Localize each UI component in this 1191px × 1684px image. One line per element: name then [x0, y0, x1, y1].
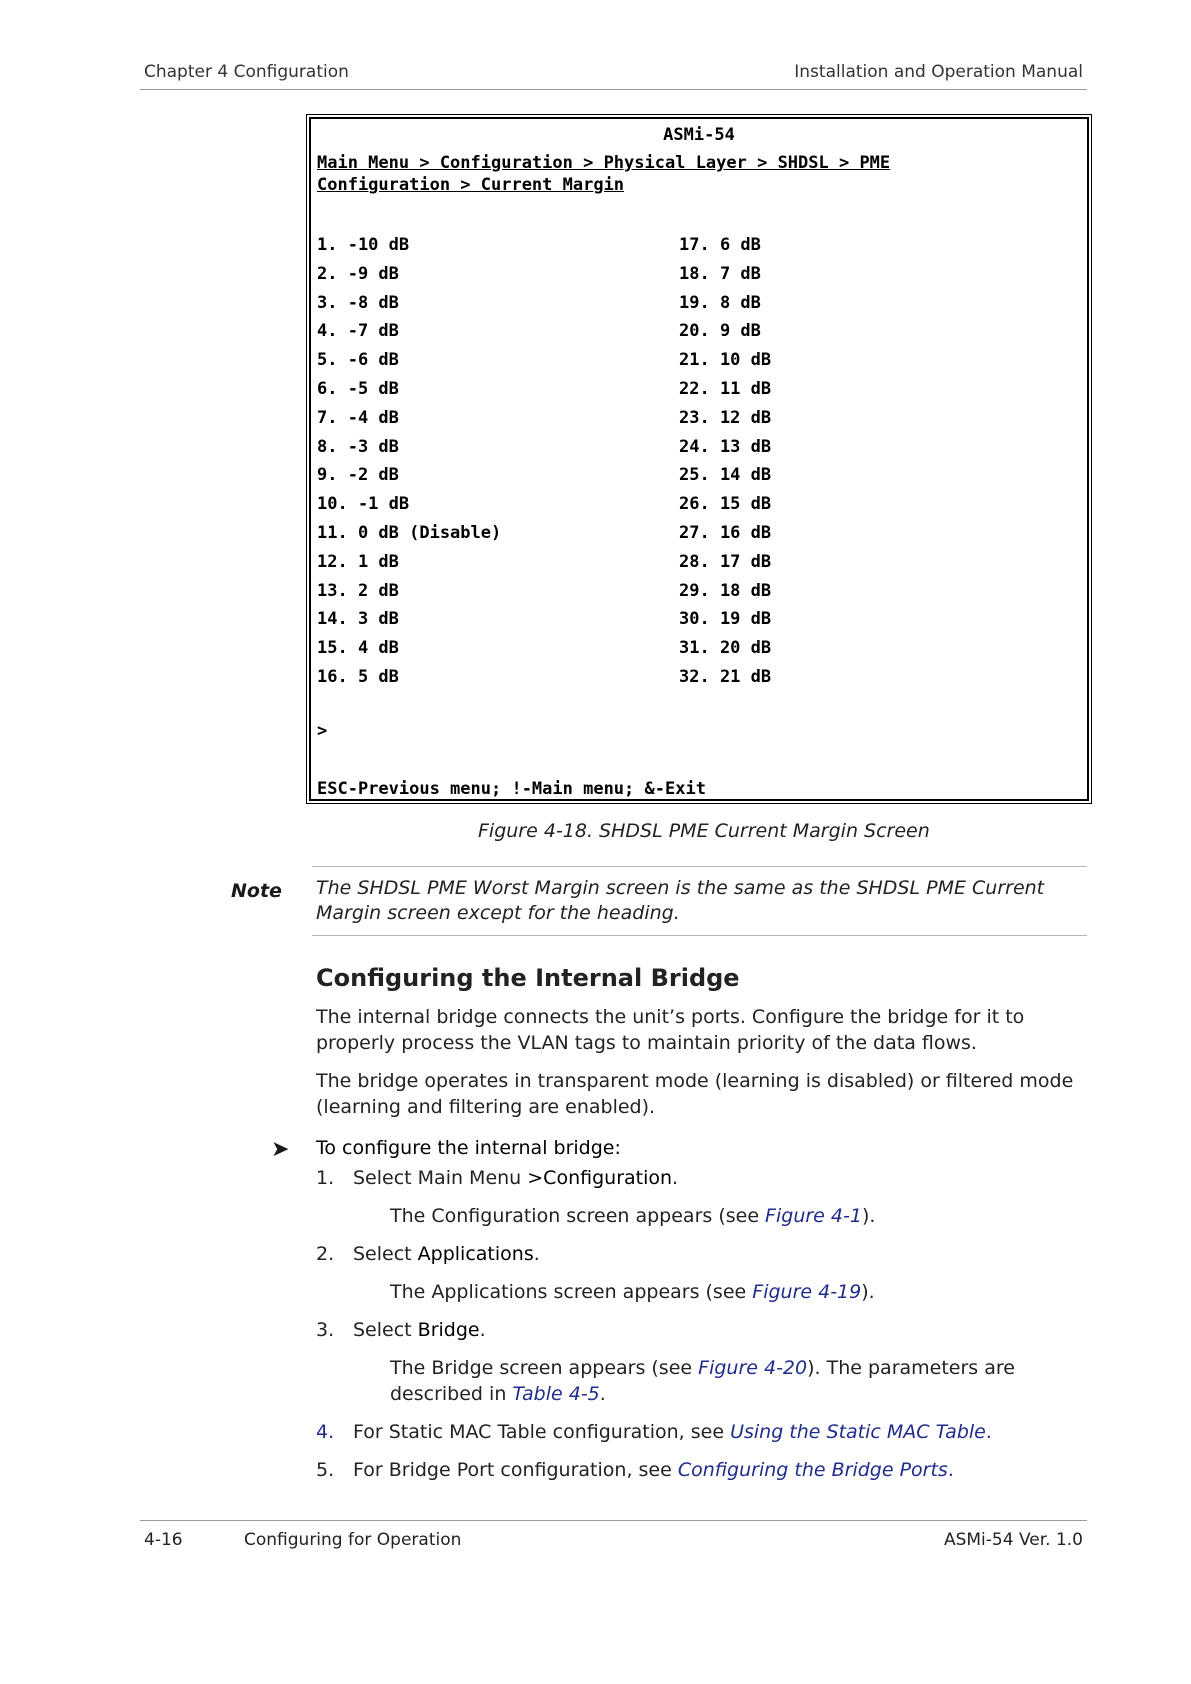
step-2-result: The Applications screen appears (see Figure 4-19). — [390, 1281, 875, 1303]
note-label: Note — [231, 880, 282, 902]
menu-option: 8. -3 dB — [317, 436, 399, 457]
paragraph: The internal bridge connects the unit’s ports. Configure the bridge for it to properly process the VLAN tags to maintain priority of the data flows. — [316, 1006, 1025, 1054]
menu-option: 15. 4 dB — [317, 638, 399, 659]
menu-option: 6. -5 dB — [317, 378, 399, 399]
footer-rule — [140, 1520, 1087, 1521]
menu-option: 28. 17 dB — [679, 551, 772, 572]
step-text: Select Applications. — [353, 1243, 540, 1265]
menu-option: 10. -1 dB — [317, 494, 410, 515]
menu-option: 18. 7 dB — [679, 263, 761, 284]
step-text: For Static MAC Table configuration, see Using the Static MAC Table. — [353, 1421, 992, 1443]
menu-option: 19. 8 dB — [679, 292, 761, 313]
menu-option: 5. -6 dB — [317, 350, 399, 371]
menu-option: 23. 12 dB — [679, 407, 772, 428]
step-number: 2. — [316, 1243, 335, 1265]
menu-option: 27. 16 dB — [679, 522, 772, 543]
breadcrumb-line-2: Configuration > Current Margin — [317, 175, 625, 195]
menu-option: 13. 2 dB — [317, 580, 399, 601]
step-number: 5. — [316, 1459, 335, 1481]
figure-link[interactable]: Figure 4-20 — [698, 1357, 808, 1379]
figure-link[interactable]: Figure 4-1 — [765, 1205, 862, 1227]
procedure-title: To configure the internal bridge: — [316, 1137, 621, 1159]
breadcrumb-line-1: Main Menu > Configuration > Physical Layer > SHDSL > PME — [317, 153, 891, 173]
step-number: 1. — [316, 1167, 335, 1189]
menu-option: 3. -8 dB — [317, 292, 399, 313]
footer-section: Configuring for Operation — [244, 1530, 462, 1550]
note-top-rule — [312, 866, 1087, 867]
note-bottom-rule — [312, 935, 1087, 936]
terminal-prompt: > — [317, 721, 328, 741]
menu-option: 25. 14 dB — [679, 465, 772, 486]
figure-caption: Figure 4-18. SHDSL PME Current Margin Screen — [478, 820, 930, 842]
menu-option: 22. 11 dB — [679, 378, 772, 399]
running-header-manual: Installation and Operation Manual — [794, 62, 1083, 82]
menu-option: 31. 20 dB — [679, 638, 772, 659]
section-heading: Configuring the Internal Bridge — [316, 964, 740, 992]
menu-option: 32. 21 dB — [679, 666, 772, 687]
terminal-breadcrumb — [317, 152, 890, 196]
menu-option: 1. -10 dB — [317, 235, 410, 255]
paragraph: The bridge operates in transparent mode (learning is disabled) or filtered mode (learning and filtering are enabled). — [316, 1070, 1074, 1118]
terminal-title: ASMi-54 — [663, 125, 735, 145]
menu-option: 2. -9 dB — [317, 263, 399, 284]
terminal-footer-keys: ESC-Previous menu; !-Main menu; &-Exit — [317, 779, 706, 799]
menu-option: 24. 13 dB — [679, 436, 772, 457]
table-link[interactable]: Table 4-5 — [512, 1383, 600, 1405]
section-link[interactable]: Using the Static MAC Table — [730, 1421, 986, 1443]
terminal-screen — [309, 117, 1089, 801]
menu-option: 14. 3 dB — [317, 609, 399, 630]
footer-product: ASMi-54 Ver. 1.0 — [943, 1530, 1083, 1550]
step-3-result: The Bridge screen appears (see Figure 4-20). The parameters are described in Table 4-5. — [390, 1357, 1015, 1405]
menu-option: 4. -7 dB — [317, 321, 399, 342]
note-text: The SHDSL PME Worst Margin screen is the same as the SHDSL PME Current Margin screen except for the heading. — [316, 877, 1045, 924]
running-header-chapter: Chapter 4 Configuration — [144, 62, 349, 82]
menu-option: 12. 1 dB — [317, 551, 399, 572]
menu-option: 17. 6 dB — [679, 235, 761, 255]
menu-option: 9. -2 dB — [317, 465, 399, 486]
menu-option: 11. 0 dB (Disable) — [317, 522, 502, 543]
menu-option: 7. -4 dB — [317, 407, 399, 428]
margin-options-right-column — [679, 231, 771, 692]
menu-option: 26. 15 dB — [679, 494, 772, 515]
menu-option: 30. 19 dB — [679, 609, 772, 630]
menu-option: 29. 18 dB — [679, 580, 772, 601]
menu-option: 20. 9 dB — [679, 321, 761, 342]
figure-link[interactable]: Figure 4-19 — [752, 1281, 862, 1303]
terminal-screen-figure — [306, 114, 1092, 804]
procedure-arrow-icon: ➤ — [271, 1137, 290, 1162]
step-text: For Bridge Port configuration, see Configuring the Bridge Ports. — [353, 1459, 954, 1481]
menu-option: 21. 10 dB — [679, 350, 772, 371]
page-number: 4-16 — [144, 1530, 183, 1550]
section-link[interactable]: Configuring the Bridge Ports — [677, 1459, 948, 1481]
step-1-result: The Configuration screen appears (see Figure 4-1). — [390, 1205, 876, 1227]
menu-option: 16. 5 dB — [317, 666, 399, 687]
step-text: Select Main Menu >Configuration. — [353, 1167, 679, 1189]
header-rule — [140, 89, 1087, 90]
step-number: 3. — [316, 1319, 335, 1341]
step-number: 4. — [316, 1421, 335, 1443]
margin-options-left-column — [317, 231, 501, 692]
step-text: Select Bridge. — [353, 1319, 486, 1341]
